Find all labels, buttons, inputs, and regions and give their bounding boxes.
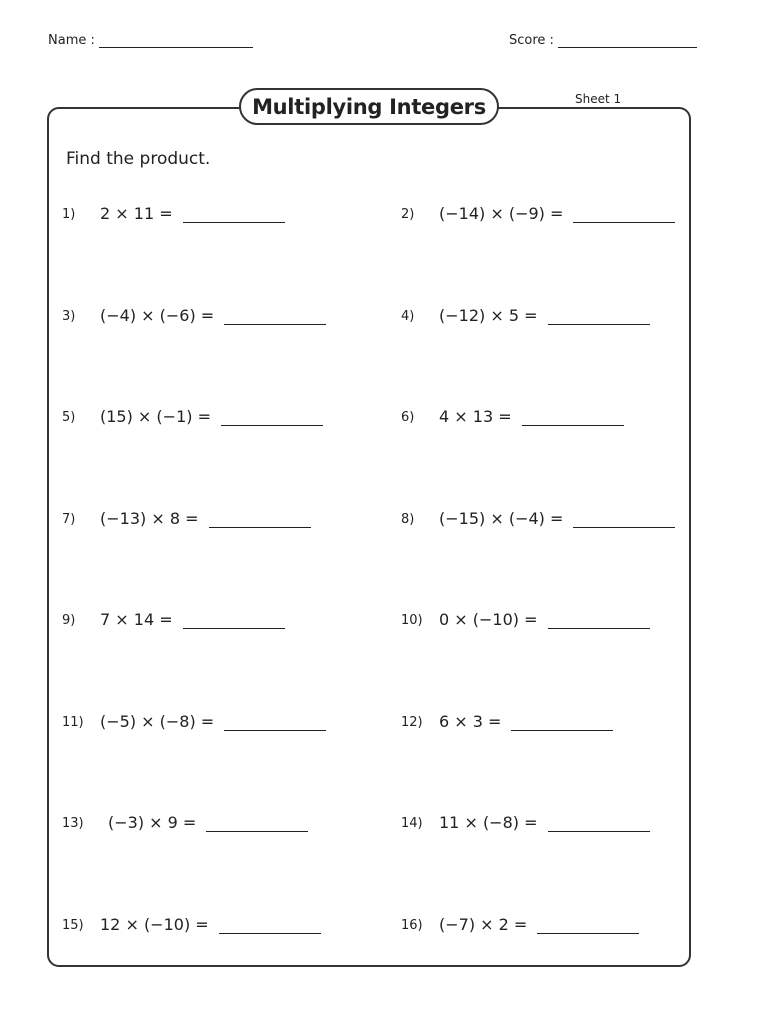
answer-blank[interactable]: [224, 308, 326, 325]
problem-number: 16): [401, 918, 423, 933]
answer-blank[interactable]: [224, 714, 326, 731]
answer-blank[interactable]: [537, 917, 639, 934]
problem-number: 14): [401, 816, 423, 831]
worksheet-frame: [47, 107, 691, 967]
problem-item: [62, 813, 308, 832]
answer-blank[interactable]: [219, 917, 321, 934]
answer-blank[interactable]: [221, 409, 323, 426]
answer-blank[interactable]: [548, 308, 650, 325]
problem-number: 8): [401, 512, 415, 527]
problem-item: [62, 610, 285, 629]
problem-number: 4): [401, 309, 415, 324]
problem-number: 2): [401, 207, 415, 222]
problem-number: 11): [62, 715, 84, 730]
answer-blank[interactable]: [573, 511, 675, 528]
problem-expression: 7 × 14 =: [100, 610, 173, 629]
problem-expression: (−12) × 5 =: [439, 306, 538, 325]
score-label: Score :: [509, 33, 554, 48]
problem-number: 12): [401, 715, 423, 730]
name-field: [48, 33, 253, 48]
problem-item: [401, 610, 650, 629]
problem-expression: 11 × (−8) =: [439, 813, 538, 832]
answer-blank[interactable]: [511, 714, 613, 731]
problem-number: 13): [62, 816, 84, 831]
answer-blank[interactable]: [183, 612, 285, 629]
problem-item: [62, 509, 311, 528]
problem-number: 10): [401, 613, 423, 628]
problem-expression: (−5) × (−8) =: [100, 712, 215, 731]
problem-item: [401, 204, 675, 223]
answer-blank[interactable]: [183, 206, 285, 223]
problem-item: [62, 407, 323, 426]
answer-blank[interactable]: [206, 815, 308, 832]
score-field: [509, 33, 697, 48]
problem-number: 15): [62, 918, 84, 933]
problem-item: [401, 915, 639, 934]
problem-expression: (−13) × 8 =: [100, 509, 199, 528]
problem-item: [401, 813, 650, 832]
name-input-line[interactable]: [99, 33, 253, 48]
problem-item: [62, 306, 326, 325]
problem-item: [401, 509, 675, 528]
problem-expression: (−15) × (−4) =: [439, 509, 564, 528]
problem-expression: 4 × 13 =: [439, 407, 512, 426]
problem-number: 1): [62, 207, 76, 222]
answer-blank[interactable]: [522, 409, 624, 426]
problem-number: 5): [62, 410, 76, 425]
problem-expression: (−4) × (−6) =: [100, 306, 215, 325]
problem-expression: 2 × 11 =: [100, 204, 173, 223]
problem-expression: 6 × 3 =: [439, 712, 502, 731]
problem-expression: (−3) × 9 =: [108, 813, 197, 832]
name-label: Name :: [48, 33, 95, 48]
answer-blank[interactable]: [573, 206, 675, 223]
answer-blank[interactable]: [209, 511, 311, 528]
problem-number: 3): [62, 309, 76, 324]
problem-expression: (−7) × 2 =: [439, 915, 528, 934]
answer-blank[interactable]: [548, 612, 650, 629]
problem-number: 9): [62, 613, 76, 628]
problem-item: [62, 204, 285, 223]
problem-expression: (−14) × (−9) =: [439, 204, 564, 223]
problem-item: [401, 407, 624, 426]
problem-number: 6): [401, 410, 415, 425]
answer-blank[interactable]: [548, 815, 650, 832]
sheet-label: Sheet 1: [575, 92, 622, 106]
problem-item: [62, 712, 326, 731]
worksheet-title: Multiplying Integers: [239, 88, 499, 125]
problem-item: [62, 915, 321, 934]
problem-item: [401, 306, 650, 325]
score-input-line[interactable]: [558, 33, 697, 48]
instructions: Find the product.: [66, 149, 211, 169]
problem-item: [401, 712, 613, 731]
problem-expression: 0 × (−10) =: [439, 610, 538, 629]
problem-number: 7): [62, 512, 76, 527]
problem-expression: (15) × (−1) =: [100, 407, 211, 426]
problem-expression: 12 × (−10) =: [100, 915, 209, 934]
